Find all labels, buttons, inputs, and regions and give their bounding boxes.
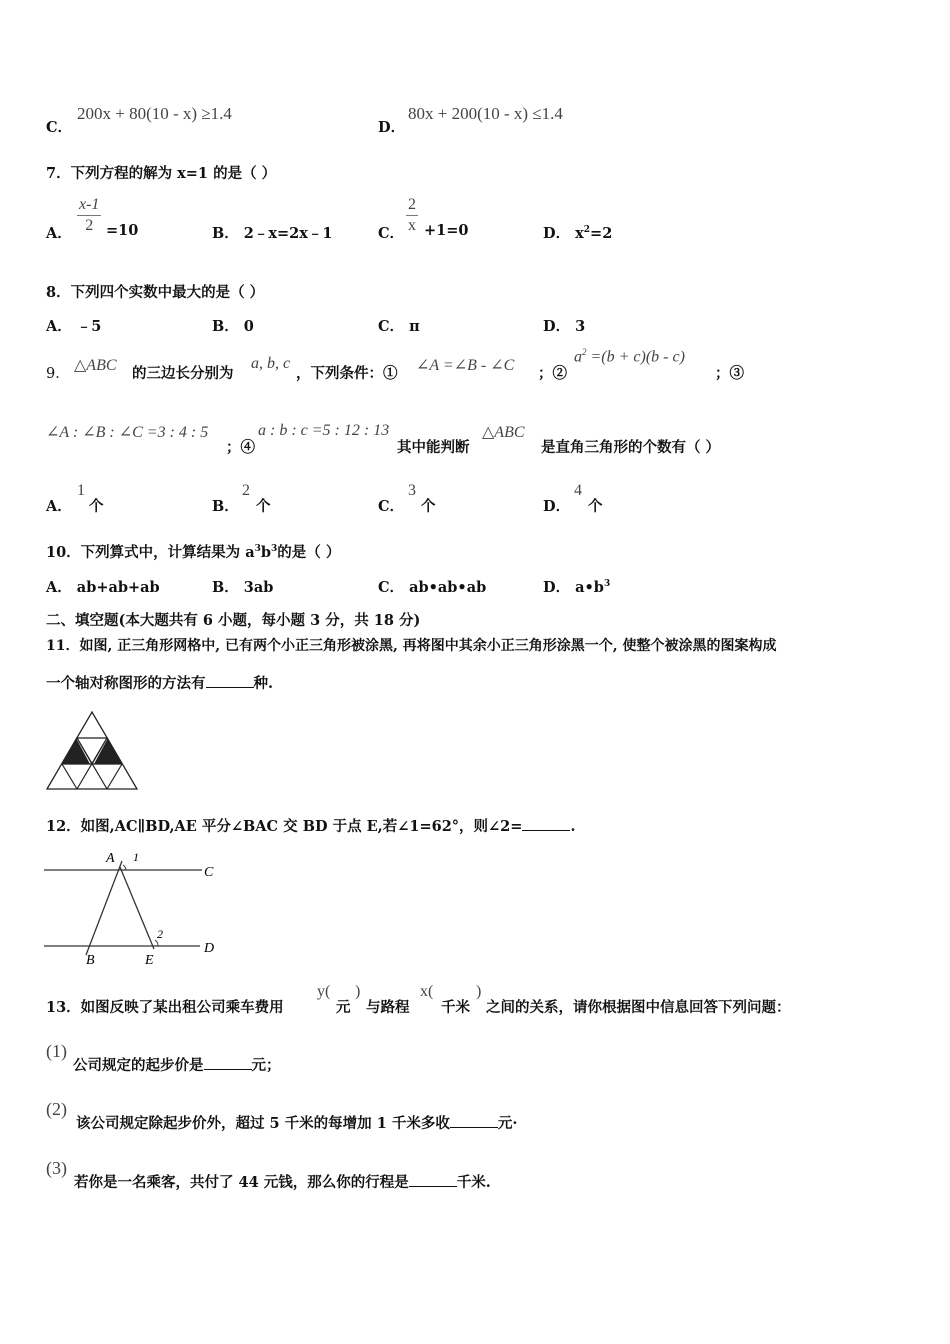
q8-option-c: C． π — [378, 318, 420, 335]
q10-d-sup: 3 — [603, 579, 611, 590]
q9-number: 9． — [46, 366, 70, 382]
q9-option-c-value: 3 — [408, 482, 416, 499]
q13-part-3 — [74, 1171, 491, 1192]
q13-x-unit: 千米 — [441, 999, 470, 1016]
q10-stem-pre: 10．下列算式中，计算结果为 a — [46, 544, 255, 561]
q13-p3-blank[interactable] — [409, 1172, 457, 1187]
q9-text-3: ；② — [538, 365, 567, 382]
q13-stem-mid: 与路程 — [366, 999, 410, 1016]
q10-stem-mid: b — [260, 544, 272, 561]
q10-d-pre: D． a•b — [543, 579, 604, 596]
q13-stem-post: 之间的关系，请你根据图中信息回答下列问题： — [486, 999, 791, 1016]
q13-p1-pre: 公司规定的起步价是 — [73, 1057, 204, 1074]
q12-stem-pre: 12．如图,AC∥BD,AE 平分∠BAC 交 BD 于点 E,若∠1=62°，则∠2= — [46, 818, 523, 835]
q10-option-a: A． ab+ab+ab — [46, 579, 160, 596]
q7-c-denominator: x — [408, 217, 416, 234]
q9-option-b-label: B． — [212, 498, 239, 515]
fraction-bar — [406, 215, 418, 216]
q13-p2-post: 元· — [497, 1115, 518, 1132]
q9-cond2-a: a — [574, 348, 582, 366]
q11-line2-post: 种. — [253, 675, 274, 692]
q13-y-unit: 元 — [336, 999, 351, 1016]
q7-option-b: B． 2﹣x=2x﹣1 — [212, 225, 333, 242]
q11-line2-pre: 一个轴对称图形的方法有 — [46, 675, 206, 692]
q7-option-a-rest: =10 — [106, 222, 139, 239]
q9-cond2-sup: 2 — [582, 347, 587, 357]
q13-p1-blank[interactable] — [204, 1055, 252, 1070]
q9-sides: a, b, c — [251, 355, 291, 372]
q9-option-d-label: D． — [543, 498, 571, 515]
q7-option-c-rest: +1=0 — [424, 222, 469, 239]
q9-text-7: 是直角三角形的个数有（ ） — [541, 439, 721, 456]
q9-text-2: ，下列条件：① — [296, 365, 398, 382]
q9-text-6: 其中能判断 — [397, 439, 470, 456]
label-d: D — [204, 941, 215, 956]
q11-line-2 — [46, 672, 273, 693]
fraction-bar — [77, 215, 101, 216]
q13-x-var: x( — [420, 983, 434, 1000]
q7-a-numerator: x-1 — [79, 196, 100, 213]
section-2-heading: 二、填空题(本大题共有 6 小题，每小题 3 分，共 18 分) — [46, 612, 421, 629]
q13-y-close: ) — [355, 983, 361, 1000]
q9-cond2-rest: =(b + c)(b - c) — [586, 348, 685, 366]
q9-triangle-abc-2: △ABC — [482, 424, 525, 441]
q9-option-a-unit: 个 — [89, 498, 104, 515]
q8-stem: 8．下列四个实数中最大的是（ ） — [46, 284, 265, 301]
q9-condition-4: a : b : c =5 : 12 : 13 — [258, 422, 390, 439]
q13-p3-post: 千米. — [456, 1174, 491, 1191]
q13-p3-pre: 若你是一名乘客，共付了 44 元钱，那么你的行程是 — [74, 1174, 409, 1191]
q10-option-d — [543, 576, 610, 597]
q8-option-d: D． 3 — [543, 318, 586, 335]
q9-option-c-label: C． — [378, 498, 405, 515]
q7-a-denominator: 2 — [85, 217, 94, 234]
q13-p1-post: 元； — [251, 1057, 281, 1074]
q7-d-pre: D． x — [543, 225, 584, 242]
q9-option-b-value: 2 — [242, 482, 250, 499]
q8-option-a: A． ﹣5 — [46, 318, 102, 335]
q6-option-c-label: C． — [46, 119, 73, 136]
q9-option-d-value: 4 — [574, 482, 582, 499]
q13-y-var: y( — [317, 983, 331, 1000]
q9-condition-1: ∠A =∠B - ∠C — [416, 357, 515, 374]
q12-stem — [46, 815, 576, 836]
q6-option-d-expr: 80x + 200(10 - x) ≤1.4 — [408, 104, 563, 123]
label-b: B — [86, 953, 95, 968]
q8-option-b: B． 0 — [212, 318, 254, 335]
q9-text-4: ；③ — [715, 365, 744, 382]
shaded-triangle-right — [94, 738, 122, 764]
q7-d-sup: 2 — [583, 225, 591, 236]
q13-part-2 — [76, 1112, 517, 1133]
angle-1-arc — [123, 865, 126, 870]
q9-option-b-unit: 个 — [256, 498, 271, 515]
q12-parallel-lines-figure — [44, 845, 229, 970]
q6-option-d-label: D． — [378, 119, 406, 136]
q13-part-3-number: (3) — [46, 1158, 67, 1178]
q9-option-a-label: A． — [46, 498, 72, 515]
q10-option-b: B． 3ab — [212, 579, 274, 596]
q11-line-1: 11．如图, 正三角形网格中, 已有两个小正三角形被涂黑, 再将图中其余小正三角形涂黑一个, 使整个被涂黑的图案构成 — [46, 638, 777, 654]
label-angle-2: 2 — [157, 927, 163, 941]
q9-option-a-value: 1 — [77, 482, 85, 499]
q7-option-a-label: A． — [46, 225, 72, 242]
q9-option-c-unit: 个 — [421, 498, 436, 515]
q10-stem-sup2: 3 — [271, 544, 278, 555]
grid-line — [107, 764, 122, 789]
q13-part-2-number: (2) — [46, 1099, 67, 1119]
q9-option-d-unit: 个 — [588, 498, 603, 515]
q7-option-d — [543, 222, 612, 243]
q9-triangle-abc: △ABC — [74, 357, 117, 374]
q13-stem-pre: 13．如图反映了某出租公司乘车费用 — [46, 999, 284, 1016]
q9-condition-3: ∠A : ∠B : ∠C =3 : 4 : 5 — [46, 424, 209, 441]
q7-option-a-fraction — [77, 196, 101, 235]
q13-part-1-number: (1) — [46, 1041, 67, 1061]
q13-x-close: ) — [476, 983, 482, 1000]
q7-c-numerator: 2 — [408, 196, 416, 213]
q12-stem-post: . — [570, 818, 576, 835]
q9-condition-2 — [574, 347, 685, 366]
q11-triangle-grid-figure — [44, 708, 140, 792]
q10-stem-sup1: 3 — [254, 544, 261, 555]
q12-answer-blank[interactable] — [522, 816, 570, 831]
shaded-triangle-left — [62, 738, 90, 764]
line-ae — [120, 867, 154, 949]
label-c: C — [204, 865, 214, 880]
label-a: A — [106, 851, 115, 866]
q10-option-c: C． ab•ab•ab — [378, 579, 487, 596]
q9-text-5: ；④ — [226, 439, 255, 456]
q7-d-post: =2 — [590, 225, 613, 242]
q6-option-c-expr: 200x + 80(10 - x) ≥1.4 — [77, 104, 232, 123]
q10-stem-post: 的是（ ） — [277, 544, 341, 561]
q13-part-1 — [73, 1054, 281, 1075]
q7-stem: 7．下列方程的解为 x=1 的是（ ） — [46, 165, 277, 182]
label-e: E — [145, 953, 154, 968]
q9-text-1: 的三边长分别为 — [132, 365, 234, 382]
q10-stem — [46, 541, 340, 562]
q7-option-c-fraction — [406, 196, 418, 235]
label-angle-1: 1 — [133, 850, 139, 864]
q13-p2-blank[interactable] — [450, 1113, 498, 1128]
q13-p2-pre: 该公司规定除起步价外，超过 5 千米的每增加 1 千米多收 — [76, 1115, 450, 1132]
q7-option-c-label: C． — [378, 225, 405, 242]
outer-triangle — [47, 712, 137, 789]
line-ab — [86, 861, 122, 955]
q11-answer-blank[interactable] — [206, 673, 254, 688]
grid-line — [62, 764, 77, 789]
